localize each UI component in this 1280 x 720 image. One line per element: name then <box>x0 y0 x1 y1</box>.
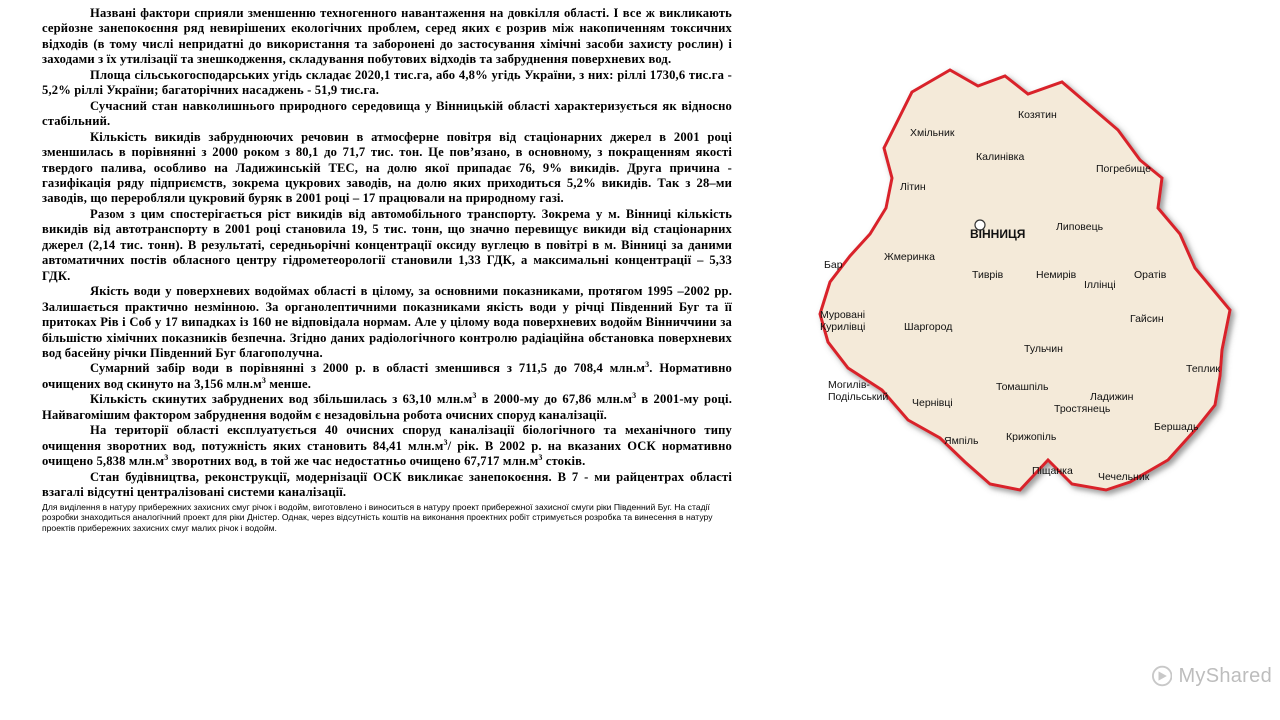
watermark-text: MyShared <box>1178 664 1272 687</box>
region-label: Хмільник <box>910 127 955 139</box>
map-svg <box>800 60 1240 510</box>
myshared-logo-icon <box>1152 665 1172 687</box>
region-label: Калинівка <box>976 151 1025 163</box>
region-map <box>800 60 1240 510</box>
region-label: Бершадь <box>1154 421 1199 433</box>
city-label: ВІННИЦЯ <box>970 227 1026 241</box>
paragraph-water-intake: Сумарний забір води в порівнянні з 2000 р. в області зменшився з 711,5 до 708,4 $млн.м^3$. Нормативно очищених вод скинуто на 3,156 $млн.м^3$ менше. <box>42 360 732 391</box>
region-label: Оратів <box>1134 269 1167 281</box>
region-label: Жмеринка <box>884 251 935 263</box>
paragraph: Кількість викидів забруднюючих речовин в атмосферне повітря від стаціонарних джерел в 2001 році зменшилась в порівнянні з 2000 роком з 80,1 до 71,7 тис. тон. Це пов’язано, в основному, з покращенням якості твердого палива, особливо на Ладижинській ТЕС, на долю якої припадає 76, 9% викидів. Друга причина - газифікація ряду підприємств, зокрема цукрових заводів, на долю яких приходиться 5,2% викидів. Так з 28–ми заводів, що переробляли цукровий буряк в 2001 році – 17 працювали на природному газі. <box>42 129 732 206</box>
region-label: Тульчин <box>1024 343 1063 355</box>
region-label: Крижопіль <box>1006 431 1057 443</box>
region-label: Мурованi Курилівці <box>820 309 866 333</box>
region-label: Погребище <box>1096 163 1152 175</box>
region-label: Шаргород <box>904 321 953 333</box>
paragraph: Разом з цим спостерігається ріст викидів від автомобільного транспорту. Зокрема у м. Вінниці кількість викидів від автотранспорту в 2001 році становила 19, 5 тис. тонн, що значно перевищує викиди від стаціонарних джерел (2,14 тис. тонн). В результаті, середньорічні концентрації оксиду вуглецю в повітрі в м. Вінниці за даними автоматичних постів обласного центру гідрометеорології становили 1,33 ГДК, а максимальні концентрації – 5,33 ГДК. <box>42 206 732 283</box>
region-label: Гайсин <box>1130 313 1164 325</box>
paragraph: Стан будівництва, реконструкції, модернізації ОСК викликає занепокоєння. В 7 - ми райцентрах області взагалі відсутні централізовані системи каналізації. <box>42 469 732 500</box>
document-text <box>42 6 732 533</box>
region-label: Чернівці <box>912 397 953 409</box>
paragraph: Названі фактори сприяли зменшенню техногенного навантаження на довкілля області. І все ж викликають серйозне занепокоєння ряд невирішених екологічних проблем, серед яких є розрив між накопиченням токсичних відходів (в тому числі непридатні до використання та заборонені до застосування хімічні засоби захисту рослин) і заходами з їх утилізації та знешкодження, складування побутових відходів та забруднення поверхневих вод. <box>42 6 732 67</box>
region-label: Чечельник <box>1098 471 1150 483</box>
region-label: Ямпіль <box>944 435 979 447</box>
region-label: Козятин <box>1018 109 1057 121</box>
myshared-watermark <box>1152 660 1272 692</box>
paragraph: Якість води у поверхневих водоймах області в цілому, за основними показниками, протягом 1995 –2002 рр. Залишається практично незмінною. За органолептичними показниками якість води у річці Південний Буг та її притоках Рів і Соб у 17 випадках із 160 не відповідала нормам. Але у цілому вода поверхневих водойм Вінниччини за більшістю хімічних показників безпечна. Згідно даних радіологічного контролю радіаційна обстановка поверхневих вод басейну річки Південний Буг благополучна. <box>42 284 732 360</box>
region-label: Томашпіль <box>996 381 1049 393</box>
paragraph: Площа сільськогосподарських угідь складає 2020,1 тис.га, або 4,8% угідь України, з них: ріллі 1730,6 тис.га - 5,2% ріллі України; багаторічних насаджень - 51,9 тис.га. <box>42 67 732 98</box>
paragraph: Сучасний стан навколишнього природного середовища у Вінницькій області характеризується як відносно стабільний. <box>42 98 732 129</box>
region-label: Теплик <box>1186 363 1220 375</box>
region-label: Піщанка <box>1032 465 1073 477</box>
paragraph-discharge: Кількість скинутих забруднених вод збільшилась з 63,10 $млн.м^3$ в 2000-му до 67,86 $млн.м^3$ в 2001-му році. Найвагомішим фактором забруднення водойм є незадовільна робота очисних споруд каналізації. <box>42 391 732 422</box>
footnote: Для виділення в натуру прибережних захисних смуг річок і водойм, виготовлено і виноситься в натуру проект прибережної захисної смуги ріки Південний Буг. На стадії розробки знаходиться аналогічний проект для ріки Дністер. Однак, через відсутність коштів на виконання проектних робіт стримується розробка та винесення в натуру проектів прибережних захисних смуг малих річок і водойм. <box>42 501 713 533</box>
region-label: Могилів-Подільський <box>828 379 889 403</box>
region-label: Немирів <box>1036 269 1077 281</box>
paragraph-treatment: На території області експлуатується 40 очисних споруд каналізації біологічного та механічного типу очищення зворотних вод, потужність яких становить 84,41 $млн.м^3/$ рік. В 2002 р. на вказаних ОСК нормативно очищено 5,838 $млн.м^3$ зворотних вод, в той же час недостатньо очищено 67,717 $млн.м^3$ стоків. <box>42 423 732 469</box>
region-label: Ладижин <box>1090 391 1134 403</box>
region-label: Тиврів <box>972 269 1004 281</box>
region-label: Бар <box>824 259 843 271</box>
region-label: Літин <box>900 181 926 193</box>
region-label: Липовець <box>1056 221 1104 233</box>
region-label: Іллінці <box>1084 279 1116 291</box>
region-label: Тростянець <box>1054 403 1111 415</box>
